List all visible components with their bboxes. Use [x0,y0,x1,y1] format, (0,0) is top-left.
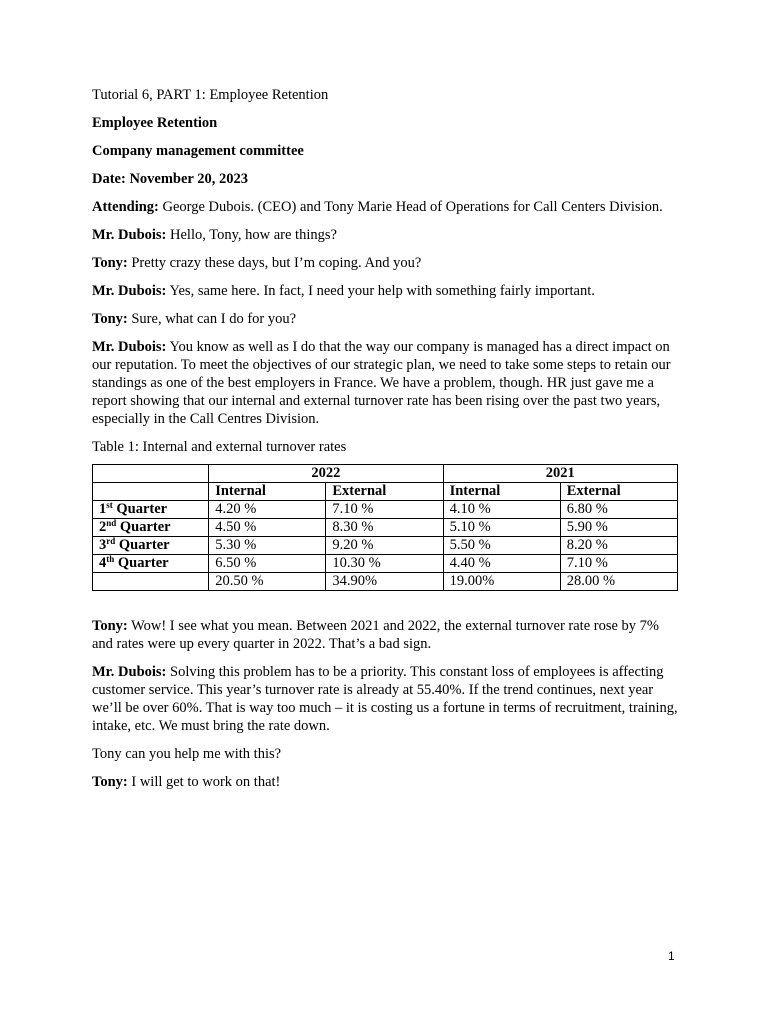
speaker-name: Tony: [92,311,128,327]
column-header: Internal [443,483,560,501]
speech-text: Sure, what can I do for you? [127,311,297,327]
committee-heading: Company management committee [92,143,304,159]
table-cell: 7.10 % [326,501,443,519]
speech-text: Yes, same here. In fact, I need your help with something fairly important. [166,283,595,299]
dialog-line [92,226,682,244]
speaker-name: Tony: [92,255,128,271]
column-header: External [326,483,443,501]
speaker-name: Mr. Dubois: [92,283,167,299]
speech-text: Wow! I see what you mean. Between 2021 and 2022, the external turnover rate rose by 7% and rates were up every quarter in 2022. That’s a bad sign. [92,618,660,652]
dialog-line [92,617,682,653]
page-number: 1 [668,949,675,963]
column-header: Internal [209,483,326,501]
tutorial-title: Tutorial 6, PART 1: Employee Retention [92,87,329,103]
table-caption: Table 1: Internal and external turnover rates [92,439,347,455]
table-cell: 4.40 % [443,555,560,573]
speaker-name: Mr. Dubois: [92,664,167,680]
total-cell: 20.50 % [209,573,326,591]
row-label: 1st Quarter [93,501,209,519]
dialog-line [92,310,682,328]
dialog-line [92,282,682,300]
row-label: 3rd Quarter [93,537,209,555]
speech-text: Pretty crazy these days, but I’m coping. And you? [127,255,422,271]
dialog-line [92,254,682,272]
meeting-date: Date: November 20, 2023 [92,171,248,187]
heading: Employee Retention [92,115,218,131]
total-cell: 28.00 % [560,573,677,591]
speaker-name: Mr. Dubois: [92,227,167,243]
speaker-name: Tony: [92,618,128,634]
table-cell: 5.90 % [560,519,677,537]
speaker-name: Mr. Dubois: [92,339,167,355]
dialog-line [92,338,682,428]
table-cell: 5.10 % [443,519,560,537]
table-cell: 6.50 % [209,555,326,573]
dialog-line [92,773,682,791]
column-header: External [560,483,677,501]
dialog-line [92,745,682,763]
table-cell: 4.20 % [209,501,326,519]
table-cell: 5.30 % [209,537,326,555]
speech-text: I will get to work on that! [127,774,281,790]
table-row [93,555,678,573]
table-cell: 10.30 % [326,555,443,573]
table-corner-cell [93,465,209,483]
document-body [92,86,682,801]
speaker-name: Tony: [92,774,128,790]
table-cell: 6.80 % [560,501,677,519]
speech-text: You know as well as I do that the way our company is managed has a direct impact on our reputation. To meet the objectives of our strategic plan, we need to take some steps to retain our standings as one of the best employers in France. We have a problem, though. HR just gave me a report showing that our internal and external turnover rate has been rising over the past two years, especially in the Call Centres Division. [92,339,671,427]
dialog-line [92,663,682,735]
row-label-empty [93,573,209,591]
table-empty-cell [93,483,209,501]
total-cell: 19.00% [443,573,560,591]
table-cell: 8.30 % [326,519,443,537]
attending-line: Attending: George Dubois. (CEO) and Tony Marie Head of Operations for Call Centers Division. [92,199,663,215]
dialog-part-2 [92,617,682,791]
row-label: 4th Quarter [93,555,209,573]
table-cell: 5.50 % [443,537,560,555]
table-row [93,537,678,555]
table-subheader-row [93,483,678,501]
turnover-table [92,464,678,591]
table-cell: 7.10 % [560,555,677,573]
total-cell: 34.90% [326,573,443,591]
speech-text: Tony can you help me with this? [92,746,282,762]
table-cell: 9.20 % [326,537,443,555]
speech-text: Solving this problem has to be a priority. This constant loss of employees is affecting customer service. This year’s turnover rate is already at 55.40%. If the trend continues, next year we’ll be over 60%. That is way too much – it is costing us a fortune in terms of recruitment, training, intake, etc. We must bring the rate down. [92,664,678,734]
table-row [93,501,678,519]
table-cell: 8.20 % [560,537,677,555]
row-label: 2nd Quarter [93,519,209,537]
table-totals-row [93,573,678,591]
dialog-part-1 [92,226,682,428]
speech-text: Hello, Tony, how are things? [166,227,337,243]
year-header: 2022 [209,465,443,483]
table-cell: 4.50 % [209,519,326,537]
year-header: 2021 [443,465,677,483]
table-year-row [93,465,678,483]
table-row [93,519,678,537]
table-cell: 4.10 % [443,501,560,519]
